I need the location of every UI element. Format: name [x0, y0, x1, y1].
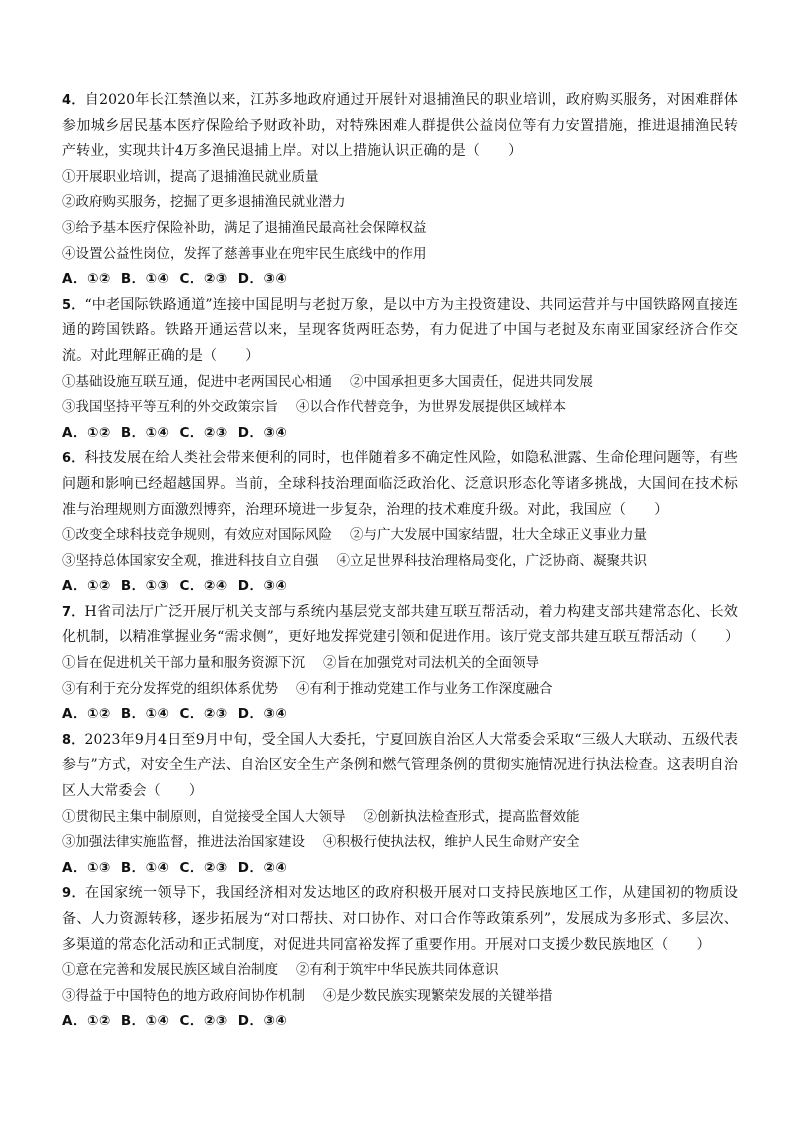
option-3: ③我国坚持平等互利的外交政策宗旨 — [62, 399, 278, 416]
option-3: ③给予基本医疗保险补助，满足了退捕渔民最高社会保障权益 — [62, 219, 427, 236]
option-3: ③加强法律实施监督，推进法治国家建设 — [62, 834, 305, 851]
question-6 — [62, 446, 738, 600]
question-number: 6． — [62, 451, 85, 467]
question-7 — [62, 600, 738, 728]
question-number: 4． — [62, 93, 85, 108]
choice-b[interactable]: B．①③ — [120, 578, 170, 595]
answer-choices — [62, 1009, 738, 1035]
question-8 — [62, 728, 738, 882]
option-row — [62, 984, 738, 1010]
question-text: 2023年9月4日至9月中旬，受全国人大委托，宁夏回族自治区人大常委会采取“三级人大联动、五级代表参与”方式，对安全生产法、自治区安全生产条例和燃气管理条例的贯彻实施情况进行执法检查。这表明自治区人大常委会（ ） — [62, 731, 739, 800]
question-text: H省司法厅广泛开展厅机关支部与系统内基层党支部共建互联互帮活动，着力构建支部共建常态化、长效化机制，以精准掌握业务“需求侧”，更好地发挥党建引领和促进作用。该厅党支部共建互联互帮活动（ ） — [62, 603, 740, 646]
option-row — [62, 677, 738, 703]
option-4: ④设置公益性岗位，发挥了慈善事业在兜牢民生底线中的作用 — [62, 245, 427, 262]
option-1: ①意在完善和发展民族区域自治制度 — [62, 962, 278, 979]
choice-c[interactable]: C．②③ — [179, 424, 228, 441]
choice-c[interactable]: C．②③ — [179, 706, 228, 723]
option-4: ④是少数民族实现繁荣发展的关键举措 — [323, 987, 553, 1004]
option-2: ②有利于筑牢中华民族共同体意识 — [296, 962, 499, 979]
question-number: 9． — [62, 886, 86, 902]
choice-a[interactable]: A．①② — [62, 271, 111, 288]
option-row — [62, 651, 738, 677]
question-9 — [62, 881, 738, 1035]
answer-choices — [62, 574, 738, 600]
choice-b[interactable]: B．①④ — [120, 271, 170, 288]
option-3: ③有利于充分发挥党的组织体系优势 — [62, 680, 278, 697]
question-text: “中老国际铁路通道”连接中国昆明与老挝万象，是以中方为主投资建设、共同运营并与中国铁路网直接连通的跨国铁路。铁路开通运营以来，呈现客货两旺态势，有力促进了中国与老挝及东南亚国家经济合作交流。对此理解正确的是（ ） — [62, 296, 739, 364]
option-4: ④立足世界科技治理格局变化，广泛协商、凝聚共识 — [336, 552, 647, 569]
question-4 — [62, 88, 738, 293]
option-1: ①贯彻民主集中制原则，自觉接受全国人大领导 — [62, 808, 346, 825]
choice-a[interactable]: A．①② — [62, 706, 111, 723]
choice-b[interactable]: B．①④ — [120, 1013, 170, 1030]
option-1: ①开展职业培训，提高了退捕渔民就业质量 — [62, 168, 319, 185]
choice-d[interactable]: D．③④ — [237, 1013, 288, 1030]
answer-choices — [62, 421, 738, 447]
option-2: ②中国承担更多大国责任，促进共同发展 — [350, 373, 593, 390]
choice-d[interactable]: D．③④ — [237, 424, 288, 441]
option-row — [62, 395, 738, 421]
choice-b[interactable]: B．①④ — [120, 424, 170, 441]
choice-c[interactable]: C．②④ — [179, 578, 228, 595]
choice-d[interactable]: D．③④ — [237, 271, 288, 288]
choice-a[interactable]: A．①③ — [62, 859, 111, 876]
question-stem — [62, 446, 738, 523]
question-number: 7． — [62, 604, 85, 620]
question-text: 自2020年长江禁渔以来，江苏多地政府通过开展针对退捕渔民的职业培训，政府购买服务，对困难群体参加城乡居民基本医疗保险给予财政补助，对特殊困难人群提供公益岗位等有力安置措施，推进退捕渔民转产转业，实现共计4万多渔民退捕上岸。对以上措施认识正确的是（ ） — [62, 92, 739, 160]
option-3: ③得益于中国特色的地方政府间协作机制 — [62, 987, 305, 1004]
choice-d[interactable]: D．③④ — [237, 706, 288, 723]
option-row — [62, 830, 738, 856]
question-5 — [62, 293, 738, 447]
question-number: 8． — [62, 732, 85, 748]
choice-a[interactable]: A．①② — [62, 424, 111, 441]
question-text: 在国家统一领导下，我国经济相对发达地区的政府积极开展对口支持民族地区工作，从建国初的物质设备、人力资源转移，逐步拓展为“对口帮扶、对口协作、对口合作等政策系列”，发展成为多形式、多层次、多渠道的常态化活动和正式制度，对促进共同富裕发挥了重要作用。开展对口支援少数民族地区（ ） — [62, 885, 739, 953]
answer-choices — [62, 702, 738, 728]
choice-a[interactable]: A．①② — [62, 578, 111, 595]
choice-c[interactable]: C．②③ — [179, 271, 228, 288]
choice-d[interactable]: D．②④ — [237, 859, 288, 876]
option-2: ②旨在加强党对司法机关的全面领导 — [323, 655, 539, 672]
option-4: ④积极行使执法权，维护人民生命财产安全 — [323, 834, 580, 851]
option-row — [62, 958, 738, 984]
question-stem — [62, 881, 738, 958]
option-4: ④有利于推动党建工作与业务工作深度融合 — [296, 680, 553, 697]
option-3: ③坚持总体国家安全观，推进科技自立自强 — [62, 552, 319, 569]
option-row — [62, 370, 738, 396]
question-text: 科技发展在给人类社会带来便利的同时，也伴随着多不确定性风险，如隐私泄露、生命伦理问题等，有些问题和影响已经超越国界。当前，全球科技治理面临泛政治化、泛意识形态化等诸多挑战，大国间在技术标准与治理规则方面激烈博弈，治理环境进一步复杂，治理的技术难度升级。对此，我国应（ ） — [62, 450, 738, 518]
question-stem — [62, 728, 738, 805]
option-row — [62, 805, 738, 831]
option-2: ②创新执法检查形式，提高监督效能 — [363, 808, 580, 825]
choice-b[interactable]: B．①④ — [120, 859, 170, 876]
option-1: ①改变全球科技竞争规则，有效应对国际风险 — [62, 527, 332, 544]
question-stem — [62, 293, 738, 370]
option-row — [62, 549, 738, 575]
option-2: ②政府购买服务，挖掘了更多退捕渔民就业潜力 — [62, 194, 346, 211]
question-stem — [62, 600, 738, 651]
option-1: ①基础设施互联互通，促进中老两国民心相通 — [62, 373, 332, 390]
option-1: ①旨在促进机关干部力量和服务资源下沉 — [62, 655, 305, 672]
option-row — [62, 523, 738, 549]
exam-page — [62, 88, 738, 1035]
question-number: 5． — [62, 297, 85, 313]
question-stem — [62, 88, 738, 165]
choice-c[interactable]: C．②③ — [179, 859, 228, 876]
choice-b[interactable]: B．①④ — [120, 706, 170, 723]
answer-choices — [62, 856, 738, 882]
choice-d[interactable]: D．③④ — [237, 578, 288, 595]
choice-c[interactable]: C．②③ — [179, 1013, 228, 1030]
choice-a[interactable]: A．①② — [62, 1013, 111, 1030]
option-2: ②与广大发展中国家结盟，壮大全球正义事业力量 — [350, 527, 647, 544]
answer-choices — [62, 267, 738, 293]
option-4: ④以合作代替竞争，为世界发展提供区域样本 — [296, 399, 566, 416]
